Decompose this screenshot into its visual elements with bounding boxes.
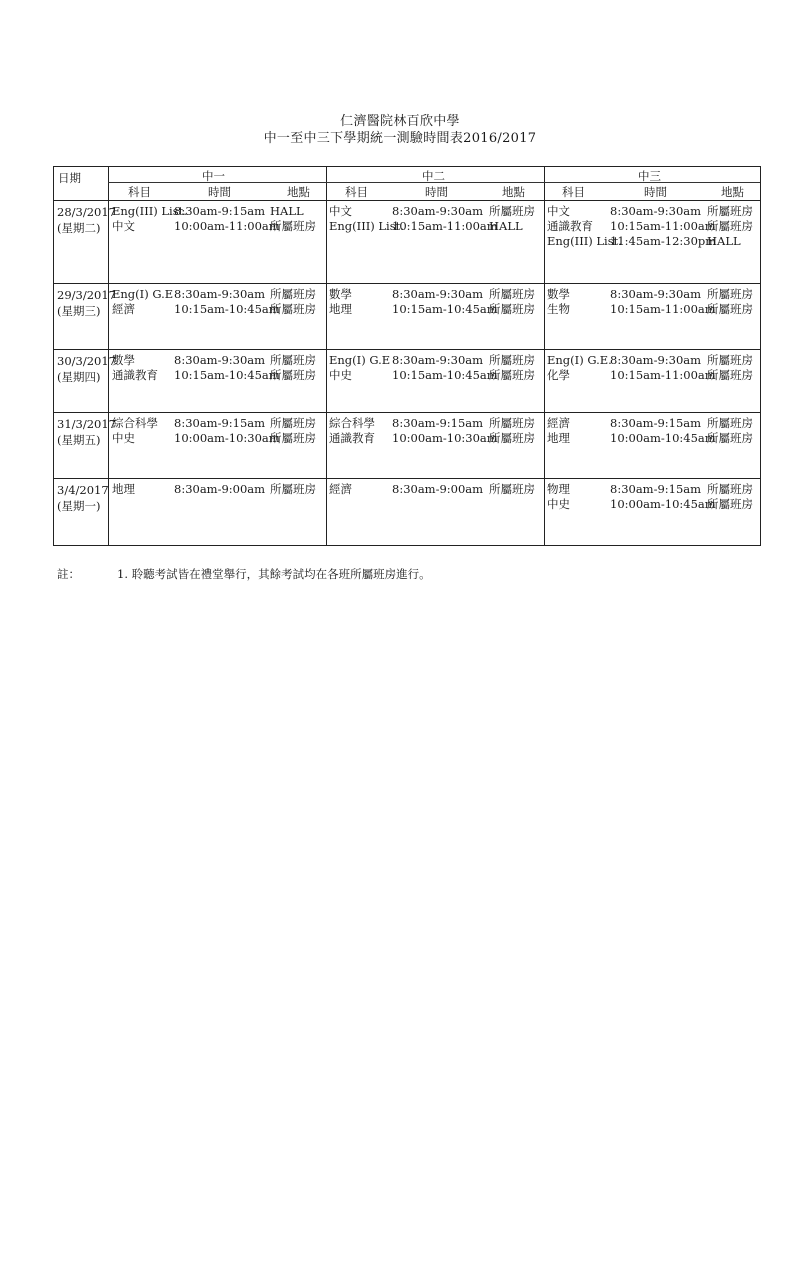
form1-venue: 所屬班房 <box>270 482 316 496</box>
form3-venue: 所屬班房 <box>707 287 753 301</box>
form1-subject: Eng(I) G.E <box>112 287 174 301</box>
form2-time: 8:30am-9:30am <box>392 204 484 218</box>
form3-time: 10:00am-10:45am <box>610 497 716 511</box>
form2-subject: 經濟 <box>329 482 352 496</box>
form3-subject: 中史 <box>547 497 570 511</box>
form3-time: 10:15am-11:00am <box>610 219 716 233</box>
form2-time: 10:15am-10:45am <box>392 302 498 316</box>
exam-date: 30/3/2017 <box>57 354 116 368</box>
form3-venue: 所屬班房 <box>707 302 753 316</box>
form3-subject: Eng(I) G.E. <box>547 353 612 367</box>
row-divider <box>54 412 760 413</box>
form3-subject: 地理 <box>547 431 570 445</box>
form1-venue-label: 地點 <box>287 185 310 199</box>
form1-time: 8:30am-9:30am <box>174 353 266 367</box>
form2-venue: HALL <box>489 219 523 233</box>
form3-header: 中三 <box>638 169 661 183</box>
exam-weekday: (星期三) <box>57 304 101 318</box>
form2-subject-label: 科目 <box>345 185 368 199</box>
date-cell <box>57 482 109 514</box>
form2-venue: 所屬班房 <box>489 204 535 218</box>
form3-venue: 所屬班房 <box>707 431 753 445</box>
form2-subject: Eng(III) List. <box>329 219 404 233</box>
form1-subject: 中史 <box>112 431 135 445</box>
form2-subject: 通識教育 <box>329 431 375 445</box>
form2-subject: 數學 <box>329 287 352 301</box>
form3-subject: 通識教育 <box>547 219 593 233</box>
exam-schedule-table <box>53 166 761 546</box>
form2-time: 8:30am-9:30am <box>392 353 484 367</box>
form2-venue: 所屬班房 <box>489 353 535 367</box>
form1-time: 10:15am-10:45am <box>174 368 280 382</box>
form1-venue: 所屬班房 <box>270 302 316 316</box>
form2-time: 8:30am-9:30am <box>392 287 484 301</box>
form2-venue: 所屬班房 <box>489 287 535 301</box>
form1-time: 10:00am-10:30am <box>174 431 280 445</box>
form3-venue: 所屬班房 <box>707 368 753 382</box>
form2-time: 10:00am-10:30am <box>392 431 498 445</box>
form3-time: 10:15am-11:00am <box>610 302 716 316</box>
form3-time: 8:30am-9:15am <box>610 416 702 430</box>
row-divider <box>54 283 760 284</box>
date-cell <box>57 353 116 385</box>
form3-venue: 所屬班房 <box>707 204 753 218</box>
form2-time: 8:30am-9:15am <box>392 416 484 430</box>
form3-time: 11:45am-12:30pm <box>610 234 717 248</box>
form3-subject: 物理 <box>547 482 570 496</box>
form3-subject: 數學 <box>547 287 570 301</box>
exam-weekday: (星期二) <box>57 221 101 235</box>
form2-subject: Eng(I) G.E <box>329 353 391 367</box>
form-header-divider <box>108 182 760 183</box>
exam-date: 28/3/2017 <box>57 205 116 219</box>
form1-venue: 所屬班房 <box>270 416 316 430</box>
form1-column-divider <box>326 167 327 545</box>
date-cell <box>57 416 116 448</box>
form3-subject: 化學 <box>547 368 570 382</box>
form2-venue: 所屬班房 <box>489 431 535 445</box>
form1-time: 10:15am-10:45am <box>174 302 280 316</box>
form1-header: 中一 <box>202 169 225 183</box>
form2-subject: 地理 <box>329 302 352 316</box>
form3-venue: 所屬班房 <box>707 416 753 430</box>
form2-subject: 綜合科學 <box>329 416 375 430</box>
form3-subject: 中文 <box>547 204 570 218</box>
form2-time: 10:15am-11:00am <box>392 219 498 233</box>
date-cell <box>57 287 116 319</box>
form3-venue: HALL <box>707 234 741 248</box>
form2-venue: 所屬班房 <box>489 302 535 316</box>
form2-time: 10:15am-10:45am <box>392 368 498 382</box>
form3-time: 10:00am-10:45am <box>610 431 716 445</box>
form2-venue: 所屬班房 <box>489 416 535 430</box>
form1-time: 8:30am-9:15am <box>174 416 266 430</box>
form3-subject: 生物 <box>547 302 570 316</box>
row-divider <box>54 349 760 350</box>
row-divider <box>54 478 760 479</box>
form1-subject: 綜合科學 <box>112 416 158 430</box>
form1-venue: 所屬班房 <box>270 219 316 233</box>
form2-venue: 所屬班房 <box>489 368 535 382</box>
form1-subject-label: 科目 <box>128 185 151 199</box>
header-bottom-line <box>54 200 760 201</box>
form1-time: 10:00am-11:00am <box>174 219 280 233</box>
note-label: 註： <box>57 567 80 581</box>
form1-venue: 所屬班房 <box>270 368 316 382</box>
form1-venue: HALL <box>270 204 304 218</box>
form1-venue: 所屬班房 <box>270 431 316 445</box>
form3-subject-label: 科目 <box>562 185 585 199</box>
form2-header: 中二 <box>422 169 445 183</box>
form3-time: 10:15am-11:00am <box>610 368 716 382</box>
form3-time: 8:30am-9:15am <box>610 482 702 496</box>
exam-date: 31/3/2017 <box>57 417 116 431</box>
form1-subject: 中文 <box>112 219 135 233</box>
form2-venue-label: 地點 <box>502 185 525 199</box>
form2-subject: 中文 <box>329 204 352 218</box>
form1-subject: 通識教育 <box>112 368 158 382</box>
form3-subject: 經濟 <box>547 416 570 430</box>
form1-venue: 所屬班房 <box>270 287 316 301</box>
form2-subject: 中史 <box>329 368 352 382</box>
form3-time: 8:30am-9:30am <box>610 287 702 301</box>
exam-weekday: (星期四) <box>57 370 101 384</box>
date-header: 日期 <box>58 171 81 185</box>
form2-time-label: 時間 <box>425 185 448 199</box>
form1-time: 8:30am-9:30am <box>174 287 266 301</box>
form2-time: 8:30am-9:00am <box>392 482 484 496</box>
form1-subject: 數學 <box>112 353 135 367</box>
form1-time: 8:30am-9:15am <box>174 204 266 218</box>
form3-venue: 所屬班房 <box>707 353 753 367</box>
form1-subject: 地理 <box>112 482 135 496</box>
form1-venue: 所屬班房 <box>270 353 316 367</box>
form3-venue: 所屬班房 <box>707 219 753 233</box>
note-item: 1. 聆聽考試皆在禮堂舉行，其餘考試均在各班所屬班房進行。 <box>117 567 431 581</box>
form3-time: 8:30am-9:30am <box>610 353 702 367</box>
form3-venue-label: 地點 <box>721 185 744 199</box>
date-cell <box>57 204 116 236</box>
form3-time: 8:30am-9:30am <box>610 204 702 218</box>
exam-weekday: (星期一) <box>57 499 101 513</box>
form3-time-label: 時間 <box>644 185 667 199</box>
form3-venue: 所屬班房 <box>707 482 753 496</box>
school-name: 仁濟醫院林百欣中學 <box>340 114 460 129</box>
form3-subject: Eng(III) List. <box>547 234 622 248</box>
form2-column-divider <box>544 167 545 545</box>
exam-weekday: (星期五) <box>57 433 101 447</box>
form3-venue: 所屬班房 <box>707 497 753 511</box>
form1-time: 8:30am-9:00am <box>174 482 266 496</box>
exam-date: 29/3/2017 <box>57 288 116 302</box>
form2-venue: 所屬班房 <box>489 482 535 496</box>
form1-subject: Eng(III) List. <box>112 204 187 218</box>
form1-subject: 經濟 <box>112 302 135 316</box>
exam-title: 中一至中三下學期統一測驗時間表2016/2017 <box>263 131 537 146</box>
form1-time-label: 時間 <box>208 185 231 199</box>
exam-date: 3/4/2017 <box>57 483 109 497</box>
